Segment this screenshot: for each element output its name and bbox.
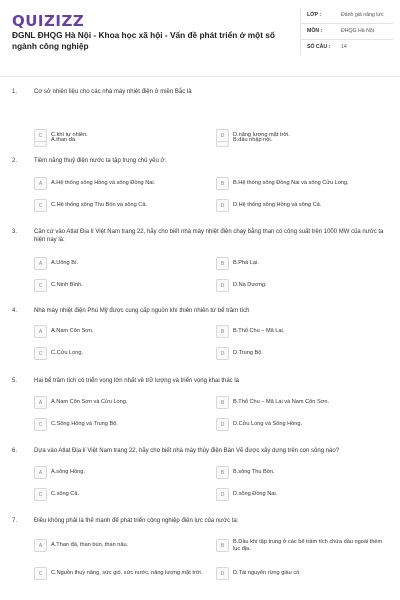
question-6: [12, 447, 390, 517]
option-letter: D: [216, 347, 229, 360]
question-text: Tiềm năng thuỷ điện nước ta tập trung chủ yếu ở:: [34, 158, 167, 164]
question-number: 1.: [12, 89, 18, 95]
question-4: [12, 307, 390, 377]
question-text-row: [12, 447, 390, 455]
option-a[interactable]: [34, 539, 204, 552]
option-a[interactable]: [34, 325, 94, 338]
option-letter: C: [34, 567, 47, 580]
option-text: C.Sông Hồng và Trung Bộ.: [51, 421, 118, 427]
option-letter: C: [34, 418, 47, 431]
meta-key: MÔN :: [307, 28, 323, 34]
worksheet-title: ĐGNL ĐHQG Hà Nội - Khoa học xã hội - Vấn đề phát triển ở một số ngành công nghiệp: [12, 30, 275, 51]
option-text: C.Nguồn thuỷ năng, sức gió, sức nước, năng lượng mặt trời.: [51, 570, 203, 576]
question-3: [12, 228, 390, 306]
option-letter: A: [34, 539, 47, 552]
option-letter: D: [216, 488, 229, 501]
question-text-row: [12, 157, 390, 165]
option-letter: A: [34, 396, 47, 409]
question-number: 2.: [12, 158, 18, 164]
option-d[interactable]: [216, 347, 263, 360]
question-text: Cơ sở nhiên liệu cho các nhà máy nhiệt điện ở miền Bắc là: [34, 89, 192, 95]
option-c[interactable]: [34, 418, 118, 431]
meta-key: SỐ CÂU :: [307, 44, 331, 50]
option-b[interactable]: [216, 396, 329, 409]
question-number: 5.: [12, 378, 18, 384]
option-a[interactable]: [34, 177, 155, 190]
question-text-row: [12, 377, 390, 385]
worksheet-header: [0, 0, 400, 76]
question-7: [12, 517, 390, 597]
option-a[interactable]: [34, 466, 85, 479]
option-text: D.Na Dương.: [233, 282, 267, 288]
option-letter: A: [34, 466, 47, 479]
question-text: Nhà máy nhiệt điện Phú Mỹ được cung cấp nguồn khí thiên nhiên từ bể trầm tích: [34, 308, 250, 314]
option-text: A.than đá.: [51, 137, 77, 143]
option-c[interactable]: [34, 488, 79, 501]
option-text: A.Nam Côn Sơn và Cửu Long.: [51, 399, 128, 405]
option-text: A.Nam Côn Sơn.: [51, 328, 94, 334]
question-text-row: [12, 228, 390, 244]
option-letter: D: [216, 199, 229, 212]
worksheet-meta: [300, 8, 393, 55]
option-letter: D: [216, 279, 229, 292]
option-letter: A: [34, 257, 47, 270]
option-text: D.sông Đồng Nai.: [233, 491, 278, 497]
option-letter: B: [216, 325, 229, 338]
question-number: 6.: [12, 448, 18, 454]
option-text: B.Hệ thống sông Đồng Nai và sông Cửu Long.: [233, 180, 349, 186]
option-b[interactable]: [216, 539, 386, 552]
option-letter: D: [216, 567, 229, 580]
option-c[interactable]: [34, 199, 147, 212]
question-2: [12, 157, 390, 227]
meta-key: LỚP :: [307, 12, 322, 18]
option-text: C.Cửu Long.: [51, 350, 84, 356]
option-text: D.Hệ thống sông Hồng và sông Cả.: [233, 202, 322, 208]
option-letter: C: [34, 199, 47, 212]
question-5: [12, 377, 390, 447]
option-letter: B: [216, 466, 229, 479]
option-text: B.sông Thu Bồn.: [233, 469, 275, 475]
option-text: B.Thổ Chu – Mã Lai.: [233, 328, 285, 334]
option-letter: C: [34, 488, 47, 501]
option-d[interactable]: [216, 488, 277, 501]
option-text: C.Ninh Bình.: [51, 282, 83, 288]
quizizz-logo: QUIZIZZ: [12, 12, 85, 30]
option-text: C.Hệ thống sông Thu Bồn và sông Cả.: [51, 202, 147, 208]
option-letter: C: [34, 347, 47, 360]
option-text: B.Phả Lại.: [233, 260, 259, 266]
option-c[interactable]: [34, 279, 83, 292]
option-letter: B: [216, 396, 229, 409]
option-text: B.Dầu khí tập trung ở các bể trầm tích chứa dầu ngoài thềm lục địa.: [233, 538, 383, 552]
meta-row-class: [301, 8, 393, 24]
option-letter: C: [34, 279, 47, 292]
question-text: Điều không phải là thế mạnh để phát triển công nghiệp điện lực của nước ta:: [34, 518, 239, 524]
meta-value: Đánh giá năng lực: [341, 12, 384, 18]
option-d[interactable]: [216, 567, 386, 580]
option-text: C.khí tự nhiên.: [51, 132, 88, 138]
option-text: A.Hệ thống sông Hồng và sông Đồng Nai.: [51, 180, 156, 186]
header-divider: [0, 76, 400, 77]
question-number: 3.: [12, 229, 18, 235]
question-number: 4.: [12, 308, 18, 314]
option-b[interactable]: [216, 325, 284, 338]
meta-value: 14: [341, 44, 347, 50]
option-letter: C: [34, 129, 47, 142]
option-text: B.Thổ Chu – Mã Lai và Nam Côn Sơn.: [233, 399, 330, 405]
option-d[interactable]: [216, 129, 290, 142]
option-text: D.Tài nguyên rừng giàu có.: [233, 570, 301, 576]
option-text: C.sông Cả.: [51, 491, 79, 497]
question-text-row: [12, 88, 390, 96]
option-b[interactable]: [216, 177, 349, 190]
meta-value: ĐHQG Hà Nội: [341, 28, 374, 34]
meta-row-count: [301, 40, 393, 55]
option-text: D.Trung Bộ.: [233, 350, 263, 356]
question-1-row2: [12, 129, 390, 149]
option-letter: B: [216, 257, 229, 270]
option-a[interactable]: [34, 257, 78, 270]
option-letter: D: [216, 129, 229, 142]
option-text: A.Than đá, than bùn, than nâu.: [51, 542, 129, 548]
question-text: Dựa vào Atlat Địa lí Việt Nam trang 22, hãy cho biết nhà máy thủy điện Bản Vẽ được xây dựng trên con sông nào?: [34, 448, 340, 454]
question-text: Hai bể trầm tích có triển vọng lớn nhất về trữ lượng và triển vọng khai thác là: [34, 378, 240, 384]
option-letter: D: [216, 418, 229, 431]
question-number: 7.: [12, 518, 18, 524]
option-letter: B: [216, 177, 229, 190]
question-text-row: [12, 517, 390, 525]
option-d[interactable]: [216, 279, 267, 292]
option-c[interactable]: [34, 567, 204, 580]
option-b[interactable]: [216, 257, 259, 270]
option-b[interactable]: [216, 466, 275, 479]
option-text: A.sông Hồng.: [51, 469, 85, 475]
meta-row-subject: [301, 24, 393, 40]
option-text: D.năng lượng mặt trời.: [233, 132, 290, 138]
option-c[interactable]: [34, 129, 88, 142]
option-letter: A: [34, 325, 47, 338]
option-a[interactable]: [34, 396, 127, 409]
option-text: A.Uông Bí.: [51, 260, 79, 266]
option-d[interactable]: [216, 199, 321, 212]
option-d[interactable]: [216, 418, 302, 431]
option-letter: A: [34, 177, 47, 190]
question-text: Căn cứ vào Atlat Địa lí Việt Nam trang 22, hãy cho biết nhà máy nhiệt điện chạy bằng than có công suất trên 1000 MW của nước ta hiện nay là:: [34, 229, 384, 243]
option-text: B.dầu nhập nội.: [233, 137, 273, 143]
option-letter: B: [216, 539, 229, 552]
option-c[interactable]: [34, 347, 83, 360]
question-text-row: [12, 307, 390, 315]
option-text: D.Cửu Long và Sông Hồng.: [233, 421, 303, 427]
